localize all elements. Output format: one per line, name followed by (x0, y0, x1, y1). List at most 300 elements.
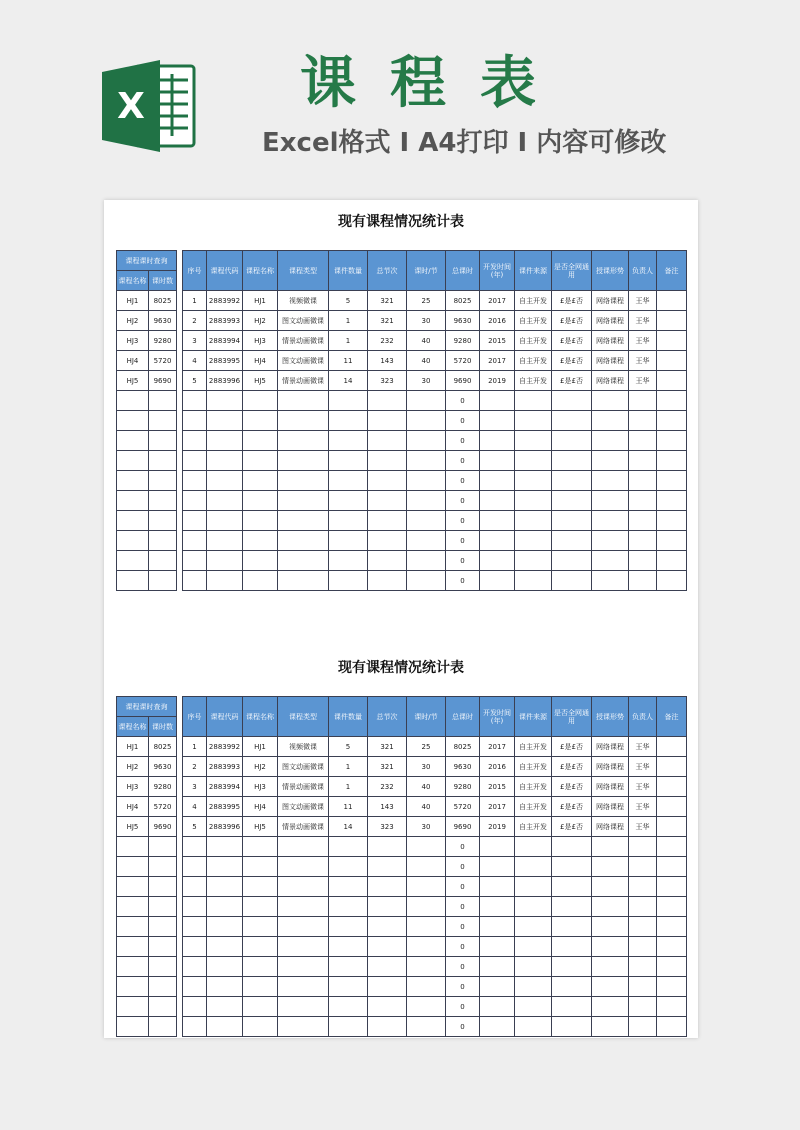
table-cell[interactable]: 自主开发 (515, 777, 552, 797)
table-cell[interactable]: 2883992 (207, 737, 243, 757)
table-cell[interactable] (407, 977, 446, 997)
table-cell[interactable] (329, 977, 368, 997)
table-cell[interactable] (480, 977, 515, 997)
table-cell[interactable] (515, 857, 552, 877)
table-cell[interactable] (480, 917, 515, 937)
table-cell[interactable]: 2883994 (207, 777, 243, 797)
table-cell[interactable]: 0 (446, 511, 480, 531)
table-cell[interactable] (329, 937, 368, 957)
table-cell[interactable] (329, 471, 368, 491)
table-cell[interactable]: HJ2 (243, 757, 278, 777)
table-cell[interactable] (407, 551, 446, 571)
table-cell[interactable] (207, 857, 243, 877)
table-cell[interactable] (552, 431, 592, 451)
main-header-cell[interactable]: 开发时间(年) (480, 251, 515, 291)
lookup-cell[interactable] (117, 391, 149, 411)
table-cell[interactable]: 0 (446, 857, 480, 877)
table-cell[interactable] (329, 511, 368, 531)
table-cell[interactable] (552, 837, 592, 857)
table-cell[interactable] (629, 571, 657, 591)
table-cell[interactable] (515, 391, 552, 411)
table-cell[interactable]: 0 (446, 957, 480, 977)
table-cell[interactable] (515, 571, 552, 591)
table-cell[interactable]: 2015 (480, 777, 515, 797)
table-cell[interactable]: 2883995 (207, 351, 243, 371)
table-cell[interactable]: 自主开发 (515, 311, 552, 331)
lookup-cell[interactable]: 9630 (149, 757, 177, 777)
table-cell[interactable]: 25 (407, 291, 446, 311)
table-cell[interactable] (592, 937, 629, 957)
lookup-cell[interactable] (117, 997, 149, 1017)
table-cell[interactable] (243, 551, 278, 571)
table-cell[interactable] (629, 857, 657, 877)
table-cell[interactable] (243, 531, 278, 551)
lookup-cell[interactable] (149, 531, 177, 551)
table-cell[interactable] (592, 411, 629, 431)
main-header-cell[interactable]: 课件数量 (329, 251, 368, 291)
table-cell[interactable] (329, 531, 368, 551)
table-cell[interactable]: 2883996 (207, 817, 243, 837)
table-cell[interactable]: 9690 (446, 817, 480, 837)
table-cell[interactable] (207, 1017, 243, 1037)
table-cell[interactable] (207, 491, 243, 511)
table-cell[interactable]: 2015 (480, 331, 515, 351)
table-cell[interactable]: 0 (446, 491, 480, 511)
table-cell[interactable] (592, 997, 629, 1017)
lookup-cell[interactable] (117, 511, 149, 531)
table-cell[interactable] (480, 957, 515, 977)
table-cell[interactable] (329, 997, 368, 1017)
table-cell[interactable] (329, 551, 368, 571)
table-cell[interactable] (207, 451, 243, 471)
table-cell[interactable] (515, 431, 552, 451)
table-cell[interactable] (368, 937, 407, 957)
table-cell[interactable] (243, 857, 278, 877)
table-cell[interactable] (207, 897, 243, 917)
table-cell[interactable] (207, 997, 243, 1017)
table-cell[interactable] (657, 917, 687, 937)
table-cell[interactable] (368, 917, 407, 937)
table-cell[interactable]: 14 (329, 371, 368, 391)
table-cell[interactable]: 321 (368, 737, 407, 757)
lookup-cell[interactable] (117, 571, 149, 591)
table-cell[interactable]: HJ5 (243, 371, 278, 391)
main-header-cell[interactable]: 课程名称 (243, 251, 278, 291)
table-cell[interactable] (480, 937, 515, 957)
table-cell[interactable]: 0 (446, 551, 480, 571)
table-cell[interactable]: 321 (368, 291, 407, 311)
main-header-cell[interactable]: 课件数量 (329, 697, 368, 737)
table-cell[interactable] (592, 877, 629, 897)
lookup-cell[interactable] (117, 837, 149, 857)
table-cell[interactable]: 30 (407, 817, 446, 837)
table-cell[interactable] (329, 431, 368, 451)
table-cell[interactable]: 网络课程 (592, 757, 629, 777)
table-cell[interactable]: 自主开发 (515, 817, 552, 837)
table-cell[interactable]: 1 (329, 311, 368, 331)
table-cell[interactable] (592, 491, 629, 511)
table-cell[interactable] (407, 1017, 446, 1037)
table-cell[interactable] (552, 977, 592, 997)
table-cell[interactable] (480, 997, 515, 1017)
lookup-cell[interactable] (149, 431, 177, 451)
table-cell[interactable]: 自主开发 (515, 797, 552, 817)
table-cell[interactable] (515, 917, 552, 937)
lookup-cell[interactable]: 9280 (149, 331, 177, 351)
main-header-cell[interactable]: 课时/节 (407, 251, 446, 291)
table-cell[interactable]: 5 (329, 737, 368, 757)
table-cell[interactable] (278, 491, 329, 511)
lookup-cell[interactable] (117, 877, 149, 897)
table-cell[interactable]: 2883993 (207, 757, 243, 777)
table-cell[interactable]: 0 (446, 391, 480, 411)
table-cell[interactable] (657, 977, 687, 997)
table-cell[interactable] (515, 957, 552, 977)
table-cell[interactable] (207, 957, 243, 977)
table-cell[interactable]: 自主开发 (515, 351, 552, 371)
table-cell[interactable] (515, 471, 552, 491)
table-cell[interactable]: HJ3 (243, 331, 278, 351)
table-cell[interactable] (207, 977, 243, 997)
table-cell[interactable] (329, 877, 368, 897)
lookup-cell[interactable]: HJ2 (117, 757, 149, 777)
table-cell[interactable] (183, 551, 207, 571)
table-cell[interactable] (207, 471, 243, 491)
table-cell[interactable]: 30 (407, 757, 446, 777)
table-cell[interactable] (592, 897, 629, 917)
table-cell[interactable]: 情景动画微课 (278, 331, 329, 351)
lookup-cell[interactable]: HJ5 (117, 371, 149, 391)
table-cell[interactable]: 0 (446, 937, 480, 957)
table-cell[interactable]: 0 (446, 917, 480, 937)
table-cell[interactable]: HJ1 (243, 291, 278, 311)
table-cell[interactable] (407, 957, 446, 977)
table-cell[interactable] (207, 877, 243, 897)
table-cell[interactable] (657, 551, 687, 571)
table-cell[interactable] (592, 837, 629, 857)
table-cell[interactable] (480, 531, 515, 551)
table-cell[interactable]: 323 (368, 371, 407, 391)
table-cell[interactable] (183, 977, 207, 997)
table-cell[interactable]: £是£否 (552, 817, 592, 837)
table-cell[interactable] (243, 571, 278, 591)
table-cell[interactable]: 2017 (480, 351, 515, 371)
table-cell[interactable]: 5 (183, 817, 207, 837)
table-cell[interactable]: 40 (407, 351, 446, 371)
table-cell[interactable] (243, 837, 278, 857)
table-cell[interactable] (552, 491, 592, 511)
table-cell[interactable]: 2017 (480, 291, 515, 311)
table-cell[interactable]: 1 (329, 757, 368, 777)
main-header-cell[interactable]: 课件来源 (515, 697, 552, 737)
table-cell[interactable] (629, 391, 657, 411)
table-cell[interactable] (278, 471, 329, 491)
table-cell[interactable]: 王华 (629, 757, 657, 777)
table-cell[interactable] (183, 511, 207, 531)
table-cell[interactable] (278, 937, 329, 957)
table-cell[interactable] (657, 511, 687, 531)
table-cell[interactable]: 情景动画微课 (278, 817, 329, 837)
table-cell[interactable]: 40 (407, 777, 446, 797)
table-cell[interactable] (552, 511, 592, 531)
table-cell[interactable] (629, 511, 657, 531)
table-cell[interactable] (243, 451, 278, 471)
table-cell[interactable] (278, 531, 329, 551)
lookup-cell[interactable]: HJ4 (117, 797, 149, 817)
table-cell[interactable] (480, 571, 515, 591)
table-cell[interactable]: 图文动画微课 (278, 797, 329, 817)
table-cell[interactable]: 网络课程 (592, 331, 629, 351)
table-cell[interactable] (657, 431, 687, 451)
table-cell[interactable] (278, 1017, 329, 1037)
table-cell[interactable] (183, 431, 207, 451)
lookup-caption-cell[interactable]: 课程课时查询 (117, 251, 177, 271)
lookup-cell[interactable] (149, 837, 177, 857)
table-cell[interactable] (329, 1017, 368, 1037)
table-cell[interactable] (243, 897, 278, 917)
table-cell[interactable]: 0 (446, 897, 480, 917)
table-cell[interactable] (278, 957, 329, 977)
lookup-cell[interactable] (149, 937, 177, 957)
table-cell[interactable] (552, 1017, 592, 1037)
table-cell[interactable] (207, 511, 243, 531)
table-cell[interactable]: 14 (329, 817, 368, 837)
lookup-cell[interactable] (149, 551, 177, 571)
table-cell[interactable]: 自主开发 (515, 291, 552, 311)
table-cell[interactable] (278, 997, 329, 1017)
table-cell[interactable] (480, 837, 515, 857)
table-cell[interactable] (207, 411, 243, 431)
main-header-cell[interactable]: 总课时 (446, 697, 480, 737)
table-cell[interactable]: 王华 (629, 817, 657, 837)
table-cell[interactable] (552, 451, 592, 471)
table-cell[interactable] (183, 471, 207, 491)
lookup-cell[interactable]: 8025 (149, 737, 177, 757)
table-cell[interactable]: 40 (407, 797, 446, 817)
table-cell[interactable] (407, 571, 446, 591)
lookup-cell[interactable] (117, 1017, 149, 1037)
lookup-cell[interactable]: HJ2 (117, 311, 149, 331)
table-cell[interactable]: 图文动画微课 (278, 351, 329, 371)
table-cell[interactable]: HJ4 (243, 797, 278, 817)
table-cell[interactable] (480, 411, 515, 431)
table-cell[interactable] (368, 451, 407, 471)
table-cell[interactable]: 2883995 (207, 797, 243, 817)
table-cell[interactable]: 0 (446, 431, 480, 451)
table-cell[interactable]: 321 (368, 757, 407, 777)
table-cell[interactable]: 2019 (480, 371, 515, 391)
table-cell[interactable]: 0 (446, 451, 480, 471)
table-cell[interactable] (368, 491, 407, 511)
table-cell[interactable] (278, 857, 329, 877)
table-cell[interactable] (243, 471, 278, 491)
table-cell[interactable]: 4 (183, 797, 207, 817)
table-cell[interactable] (552, 937, 592, 957)
table-cell[interactable]: 网络课程 (592, 817, 629, 837)
table-cell[interactable] (278, 551, 329, 571)
table-cell[interactable]: 网络课程 (592, 797, 629, 817)
table-cell[interactable] (552, 391, 592, 411)
table-cell[interactable] (368, 897, 407, 917)
table-cell[interactable] (629, 917, 657, 937)
table-cell[interactable]: 王华 (629, 797, 657, 817)
table-cell[interactable] (407, 857, 446, 877)
main-header-cell[interactable]: 课件来源 (515, 251, 552, 291)
table-cell[interactable] (515, 997, 552, 1017)
lookup-cell[interactable] (117, 431, 149, 451)
table-cell[interactable]: 网络课程 (592, 291, 629, 311)
table-cell[interactable] (480, 1017, 515, 1037)
table-cell[interactable]: 30 (407, 371, 446, 391)
table-cell[interactable] (629, 431, 657, 451)
table-cell[interactable]: £是£否 (552, 737, 592, 757)
table-cell[interactable] (657, 957, 687, 977)
lookup-header-cell[interactable]: 课时数 (149, 717, 177, 737)
table-cell[interactable] (515, 897, 552, 917)
main-header-cell[interactable]: 课程类型 (278, 697, 329, 737)
lookup-cell[interactable]: HJ4 (117, 351, 149, 371)
table-cell[interactable]: 2883993 (207, 311, 243, 331)
table-cell[interactable] (407, 451, 446, 471)
table-cell[interactable] (407, 937, 446, 957)
table-cell[interactable]: £是£否 (552, 311, 592, 331)
table-cell[interactable] (552, 551, 592, 571)
table-cell[interactable] (515, 877, 552, 897)
table-cell[interactable] (480, 451, 515, 471)
table-cell[interactable] (629, 877, 657, 897)
table-cell[interactable] (183, 837, 207, 857)
table-cell[interactable] (552, 957, 592, 977)
lookup-cell[interactable]: 9690 (149, 371, 177, 391)
table-cell[interactable] (407, 917, 446, 937)
table-cell[interactable]: 1 (329, 331, 368, 351)
table-cell[interactable] (629, 451, 657, 471)
table-cell[interactable] (329, 857, 368, 877)
table-cell[interactable]: 2017 (480, 737, 515, 757)
table-cell[interactable]: 0 (446, 531, 480, 551)
table-cell[interactable] (592, 551, 629, 571)
lookup-cell[interactable] (117, 491, 149, 511)
table-cell[interactable] (629, 491, 657, 511)
lookup-cell[interactable] (117, 451, 149, 471)
table-cell[interactable] (407, 431, 446, 451)
table-cell[interactable] (243, 937, 278, 957)
table-cell[interactable]: 2016 (480, 311, 515, 331)
table-cell[interactable] (480, 491, 515, 511)
main-header-cell[interactable]: 课程代码 (207, 697, 243, 737)
table-cell[interactable]: 2 (183, 757, 207, 777)
lookup-cell[interactable] (149, 917, 177, 937)
main-header-cell[interactable]: 备注 (657, 697, 687, 737)
table-cell[interactable]: 0 (446, 997, 480, 1017)
lookup-cell[interactable] (149, 571, 177, 591)
table-cell[interactable] (278, 431, 329, 451)
table-cell[interactable] (368, 571, 407, 591)
table-cell[interactable] (657, 391, 687, 411)
lookup-cell[interactable] (117, 551, 149, 571)
table-cell[interactable] (407, 997, 446, 1017)
table-cell[interactable]: 9280 (446, 777, 480, 797)
table-cell[interactable] (629, 957, 657, 977)
table-cell[interactable] (629, 551, 657, 571)
table-cell[interactable]: 321 (368, 311, 407, 331)
table-cell[interactable]: 网络课程 (592, 311, 629, 331)
table-cell[interactable] (183, 571, 207, 591)
table-cell[interactable] (592, 571, 629, 591)
table-cell[interactable]: 5 (329, 291, 368, 311)
main-header-cell[interactable]: 授课形势 (592, 251, 629, 291)
table-cell[interactable] (278, 877, 329, 897)
table-cell[interactable] (183, 917, 207, 937)
main-header-cell[interactable]: 课时/节 (407, 697, 446, 737)
table-cell[interactable] (243, 877, 278, 897)
table-cell[interactable] (657, 451, 687, 471)
table-cell[interactable] (278, 451, 329, 471)
table-cell[interactable]: 王华 (629, 311, 657, 331)
main-header-cell[interactable]: 备注 (657, 251, 687, 291)
table-cell[interactable] (515, 1017, 552, 1037)
table-cell[interactable] (592, 977, 629, 997)
table-cell[interactable]: 王华 (629, 777, 657, 797)
table-cell[interactable] (183, 451, 207, 471)
table-cell[interactable] (368, 977, 407, 997)
table-cell[interactable]: 0 (446, 877, 480, 897)
table-cell[interactable]: 143 (368, 797, 407, 817)
table-cell[interactable] (368, 877, 407, 897)
table-cell[interactable]: 3 (183, 777, 207, 797)
table-cell[interactable]: HJ4 (243, 351, 278, 371)
table-cell[interactable] (552, 411, 592, 431)
table-cell[interactable] (629, 937, 657, 957)
table-cell[interactable] (243, 1017, 278, 1037)
table-cell[interactable] (592, 431, 629, 451)
table-cell[interactable]: HJ5 (243, 817, 278, 837)
table-cell[interactable]: 25 (407, 737, 446, 757)
table-cell[interactable]: 0 (446, 1017, 480, 1037)
table-cell[interactable] (592, 451, 629, 471)
table-cell[interactable]: 30 (407, 311, 446, 331)
table-cell[interactable]: 143 (368, 351, 407, 371)
table-cell[interactable] (515, 551, 552, 571)
table-cell[interactable] (480, 511, 515, 531)
table-cell[interactable] (243, 957, 278, 977)
table-cell[interactable] (368, 857, 407, 877)
table-cell[interactable] (243, 431, 278, 451)
table-cell[interactable] (243, 391, 278, 411)
lookup-cell[interactable] (117, 977, 149, 997)
lookup-cell[interactable]: 8025 (149, 291, 177, 311)
lookup-cell[interactable] (117, 917, 149, 937)
lookup-cell[interactable]: 9690 (149, 817, 177, 837)
table-cell[interactable] (329, 571, 368, 591)
table-cell[interactable] (329, 411, 368, 431)
table-cell[interactable] (207, 937, 243, 957)
table-cell[interactable]: 王华 (629, 291, 657, 311)
lookup-cell[interactable] (149, 997, 177, 1017)
table-cell[interactable] (629, 837, 657, 857)
table-cell[interactable] (552, 997, 592, 1017)
lookup-cell[interactable]: 9280 (149, 777, 177, 797)
table-cell[interactable] (657, 491, 687, 511)
table-cell[interactable] (657, 857, 687, 877)
table-cell[interactable] (183, 1017, 207, 1037)
table-cell[interactable] (329, 837, 368, 857)
table-cell[interactable] (243, 977, 278, 997)
main-header-cell[interactable]: 负责人 (629, 697, 657, 737)
table-cell[interactable]: 2883994 (207, 331, 243, 351)
table-cell[interactable]: HJ3 (243, 777, 278, 797)
table-cell[interactable]: 4 (183, 351, 207, 371)
